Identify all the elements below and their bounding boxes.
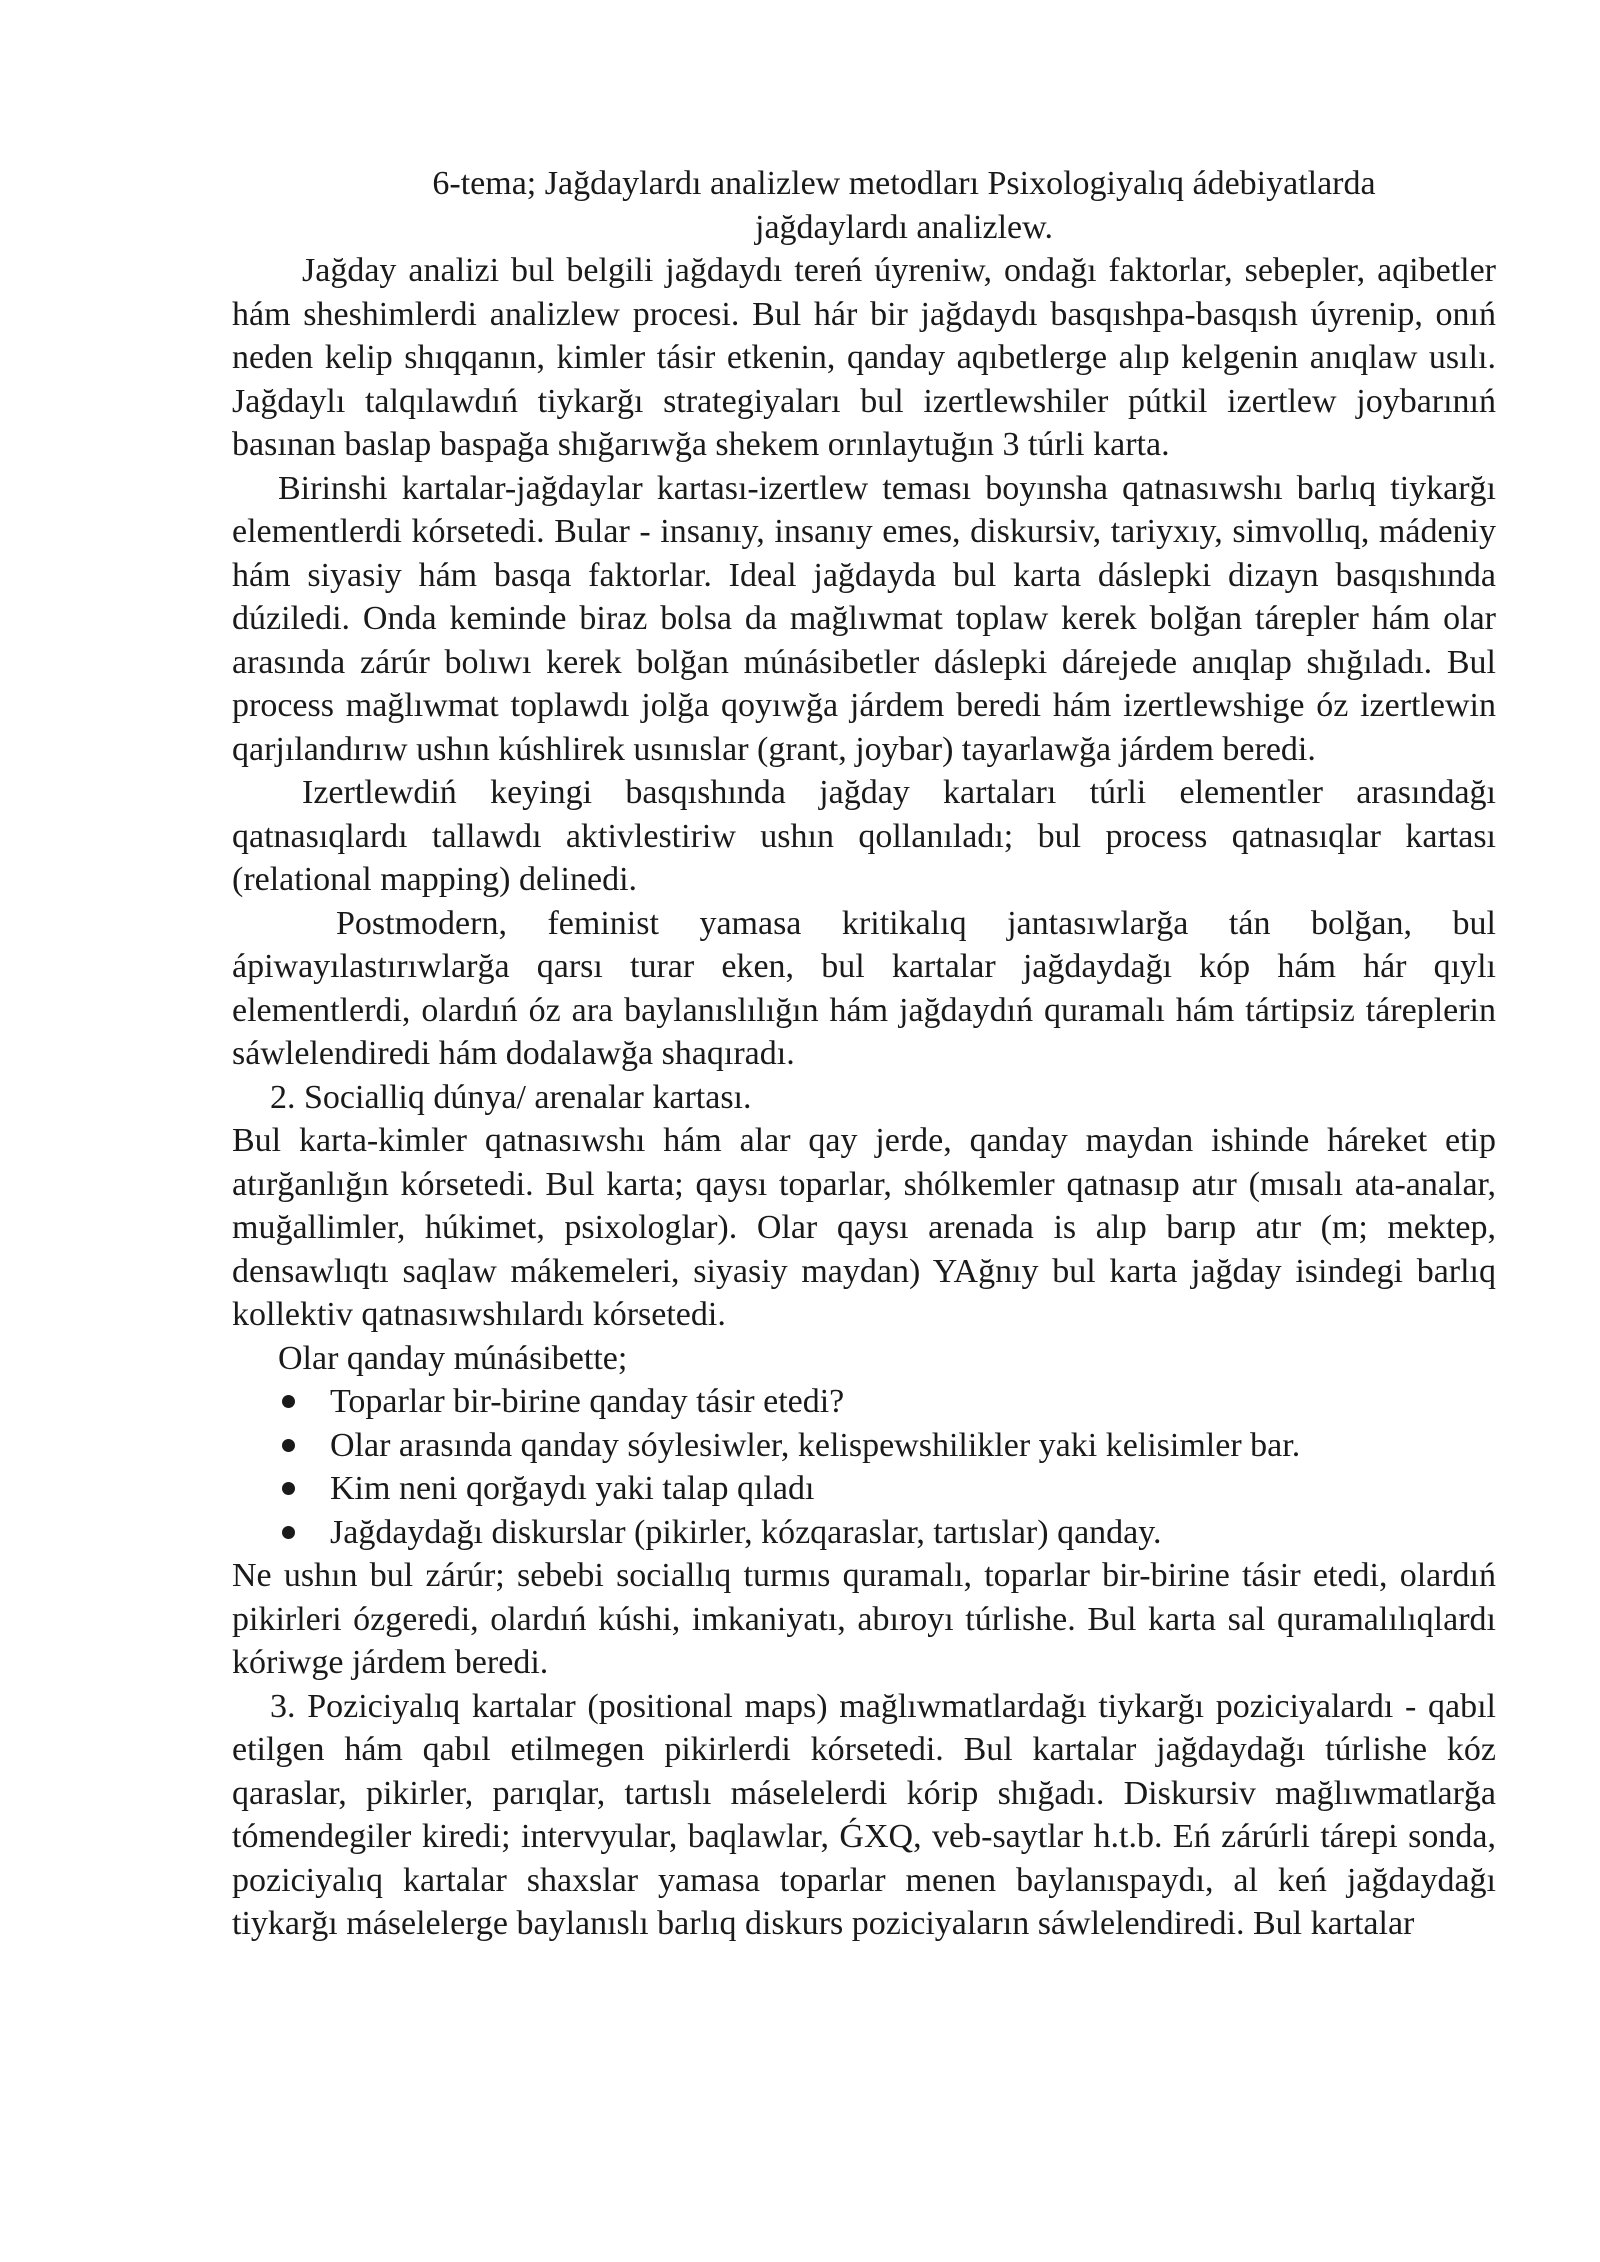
bullet-list — [232, 1380, 1496, 1554]
title-line-2: jağdaylardı analizlew. — [755, 208, 1053, 246]
title-line-1: 6-tema; Jağdaylardı analizlew metodları Psixologiyalıq ádebiyatlarda — [432, 165, 1376, 202]
section-2-paragraph: Bul karta-kimler qatnasıwshı hám alar qay jerde, qanday maydan ishinde háreket etip atırğanlığın kórsetedi. Bul karta; qaysı toparlar, shólkemler qatnasıp atır (mısalı ata-analar, muğallimler, húkimet, psixologlar). Olar qaysı arenada is alıp barıp atır (m; mektep, densawlıqtı saqlaw mákemeleri, siyasiy maydan) YAğnıy bul karta jağday isindegi barlıq kollektiv qatnasıwshılardı kórsetedi. — [232, 1122, 1496, 1333]
list-item — [232, 1511, 1496, 1555]
list-item — [232, 1424, 1496, 1468]
paragraph-relational-mapping: Izertlewdiń keyingi basqıshında jağday kartaları túrli elementler arasındağı qatnasıqlardı tallawdı aktivlestiriw ushın qollanıladı; bul process qatnasıqlar kartası (relational mapping) delinedi. — [232, 774, 1496, 898]
bullet-icon — [282, 1526, 295, 1539]
section-2-heading: 2. Socialliq dúnya/ arenalar kartası. — [270, 1078, 752, 1116]
list-item-text: Jağdaydağı diskurslar (pikirler, kózqaraslar, tartıslar) qanday. — [330, 1513, 1162, 1551]
document-body — [232, 162, 1496, 1946]
list-item — [232, 1467, 1496, 1511]
list-item-text: Toparlar bir-birine qanday tásir etedi? — [330, 1383, 845, 1420]
bullet-icon — [282, 1439, 295, 1452]
section-2-conclusion: Ne ushın bul zárúr; sebebi sociallıq turmıs quramalı, toparlar bir-birine tásir etedi, olardıń pikirleri ózgeredi, olardıń kúshi, imkaniyatı, abıroyı túrlishe. Bul karta sal quramalılıqlardı kóriwge járdem beredi. — [232, 1557, 1496, 1681]
list-item-text: Kim neni qorğaydı yaki talap qıladı — [330, 1470, 815, 1507]
section-2-lead: Olar qanday múnásibette; — [278, 1339, 628, 1377]
paragraph-situational-maps: Birinshi kartalar-jağdaylar kartası-izertlew teması boyınsha qatnasıwshı barlıq tiykarğı elementlerdi kórsetedi. Bular - insanıy, insanıy emes, diskursiv, tariyxıy, simvollıq, mádeniy hám siyasiy hám basqa faktorlar. Ideal jağdayda bul karta dáslepki dizayn basqıshında dúziledi. Onda keminde biraz bolsa da mağlıwmat toplaw kerek bolğan tárepler hám olar arasında zárúr bolıwı kerek bolğan múnásibetler dáslepki dárejede anıqlap shığıladı. Bul process mağlıwmat toplawdı jolğa qoyıwğa járdem beredi hám izertlewshige óz izertlewin qarjılandırıw ushın kúshlirek usınıslar (grant, joybar) tayarlawğa járdem beredi. — [232, 469, 1496, 768]
list-item — [232, 1380, 1496, 1424]
bullet-icon — [282, 1482, 295, 1495]
paragraph-intro: Jağday analizi bul belgili jağdaydı tereń úyreniw, ondağı faktorlar, sebepler, aqibetler hám sheshimlerdi analizlew procesi. Bul hár bir jağdaydı basqıshpa-basqısh úyrenip, onıń neden kelip shıqqanın, kimler tásir etkenin, qanday aqıbetlerge alıp kelgenin anıqlaw usılı. Jağdaylı talqılawdıń tiykarğı strategiyaları bul izertlewshiler pútkil izertlew joybarınıń basınan baslap baspağa shığarıwğa shekem orınlaytuğın 3 túrli karta. — [232, 252, 1496, 463]
list-item-text: Olar arasında qanday sóylesiwler, kelispewshilikler yaki kelisimler bar. — [330, 1426, 1301, 1464]
section-3-paragraph: 3. Poziciyalıq kartalar (positional maps) mağlıwmatlardağı tiykarğı poziciyalardı - qabıl etilgen hám qabıl etilmegen pikirlerdi kórsetedi. Bul kartalar jağdaydağı túrlishe kóz qaraslar, pikirler, parıqlar, tartıslı máselelerdi kórip shığadı. Diskursiv mağlıwmatlarğa tómendegiler kiredi; intervyular, baqlawlar, ǴXQ, veb-saytlar h.t.b. Eń zárúrli tárepi sonda, poziciyalıq kartalar shaxslar yamasa toparlar menen baylanıspaydı, al keń jağdaydağı tiykarğı máselelerge baylanıslı barlıq diskurs poziciyaların sáwlelendiredi. Bul kartalar — [232, 1687, 1496, 1942]
bullet-icon — [282, 1395, 295, 1408]
document-title — [232, 162, 1496, 249]
paragraph-postmodern: Postmodern, feminist yamasa kritikalıq jantasıwlarğa tán bolğan, bul ápiwayılastırıwlarğa qarsı turar eken, bul kartalar jağdaydağı kóp hám hár qıylı elementlerdi, olardıń óz ara baylanıslılığın hám jağdaydıń quramalı hám tártipsiz táreplerin sáwlelendiredi hám dodalawğa shaqıradı. — [232, 904, 1496, 1072]
